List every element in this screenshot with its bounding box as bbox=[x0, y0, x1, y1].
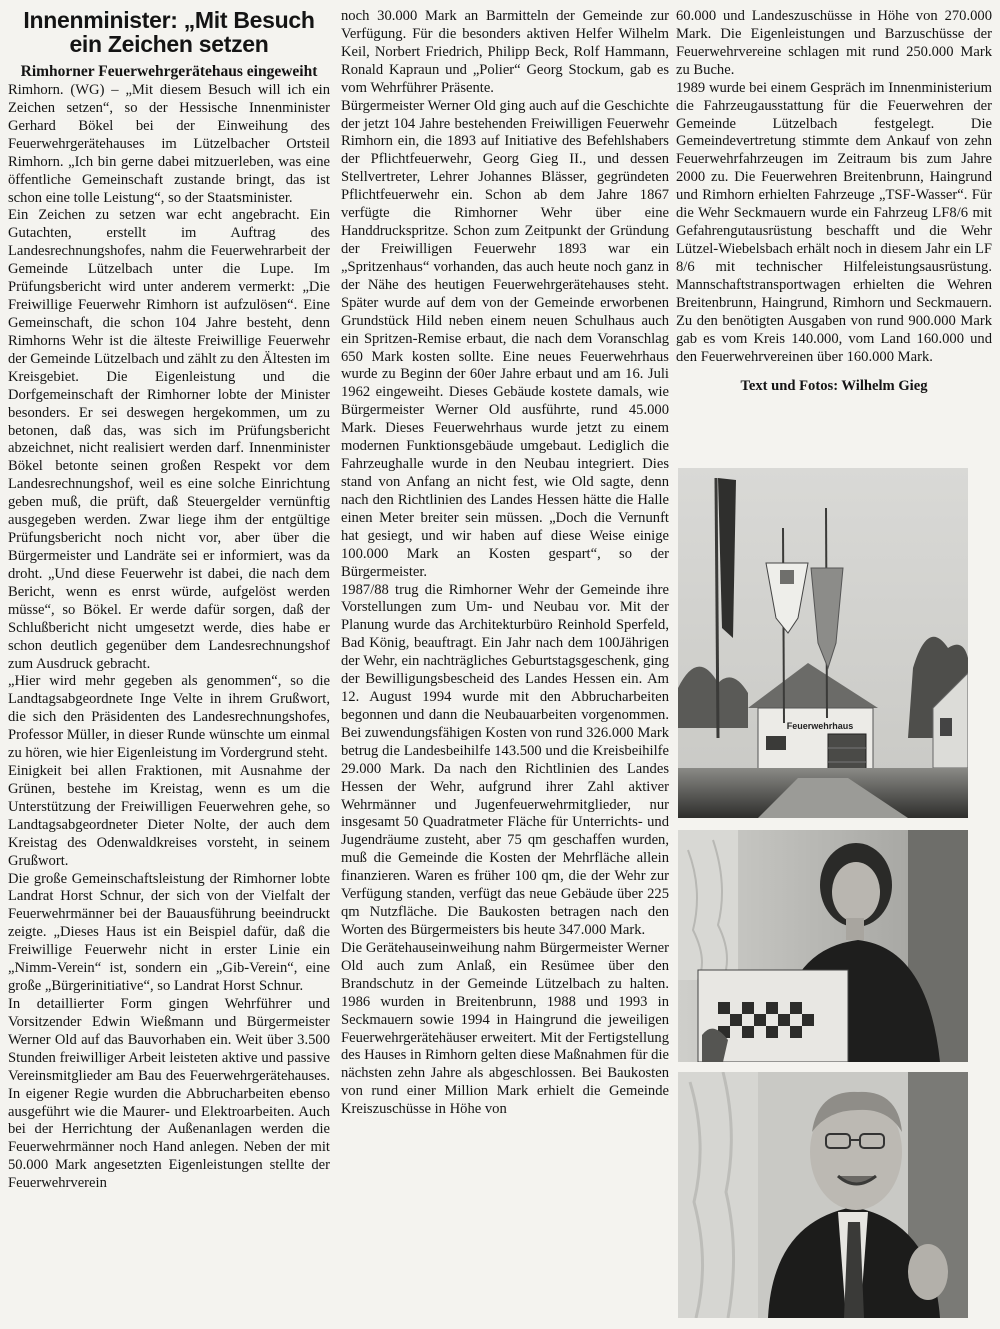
headline-line-1: Innenminister: „Mit Besuch bbox=[23, 7, 315, 33]
paragraph: 1987/88 trug die Rimhorner Wehr der Gemeinde ihre Vorstellungen zum Um- und Neubau vor. Mit der Planung wurde das Architekturbüro Reinhold Sperfeld, Bad König, beauftragt. Ein Jahr nach dem 100Jährigen der Wehr, ein nachträgliches Geburtstagsgeschenk, ging der Bewilligungsbescheid des Landes Hessen ein. Am 12. August 1994 wurde mit den Abbrucharbeiten begonnen und dann die Neubauarbeiten vorgenommen. Bei zuwendungsfähigen Kosten von rund 326.000 Mark betrug die Landesbeihilfe 143.500 und die Kreisbeihilfe 29.000 Mark. Da nach den Richtlinien des Landes Hessen der Wehr, aufgrund ihrer Zahl aktiver Wehrmänner und Jugenfeuerwehrmitglieder, nur insgesamt 50 Quadratmeter Fläche für Unterrichts- und Jugendräume zusteht, aber 75 qm geschaffen wurden, muß die Gemeinde die Kosten der Mehrfläche allein finanzieren. Waren es früher 100 qm, die der Wehr zur Verfügung standen, verfügt das neue Gebäude über 225 qm Nutzfläche. Die Baukosten betragen nach den Worten des Bürgermeisters bis heute 347.000 Mark. bbox=[341, 581, 669, 939]
paragraph: 60.000 und Landeszuschüsse in Höhe von 270.000 Mark. Die Eigenleistungen und Barzuschüsse der Feuerwehrvereine schlagen mit rund 250.000 Mark zu Buche. bbox=[676, 8, 992, 78]
paragraph: „Hier wird mehr gegeben als genommen“, so die Landtagsabgeordnete Inge Velte in ihrem Grußwort, die sich den Präsidenten des Landesrechnungshofes, Professor Müller, in dieser Runde wünschte um einmal zu hören, wie hier Eigenleistung im Vordergrund steht. bbox=[8, 673, 330, 762]
paragraph: Rimhorn. (WG) – „Mit diesem Besuch will ich ein Zeichen setzen“, so der Hessische Innenminister Gerhard Bökel bei der Einweihung des Feuerwehrgerätehauses im Lützelbacher Ortsteil Rimhorn. „Ich bin gerne dabei mitzuerleben, was eine öffentliche Gemeinschaft zustande bringt, das ist schon eine tolle Leistung“, so der Staatsminister. bbox=[8, 82, 330, 206]
photo-fire-station bbox=[678, 468, 968, 818]
headline-line-2: ein Zeichen setzen bbox=[69, 31, 269, 57]
subheadline: Rimhorner Feuerwehrgerätehaus eingeweiht bbox=[20, 63, 318, 80]
paragraph: Bürgermeister Werner Old ging auch auf die Geschichte der jetzt 104 Jahre bestehenden Freiwilligen Feuerwehr Rimhorn ein, die 1893 auf Initiative des Befehlshabers der Pflichtfeuerwehr, Georg Gieg II., und dessen Stellvertreter, Lehrer Johannes Blässer, gegründeten Pflichtfeuerwehr ein. Schon ab dem Jahre 1867 verfügte die Rimhorner Wehr über eine Handdruckspritze. Schon zum Zeitpunkt der Gründung der Freiwilligen Feuerwehr 1893 war ein „Spritzenhaus“ vorhanden, das auch heute noch ganz in der Nähe des heutigen Feuerwehrgerätehauses steht. Später wurde auf dem von der Gemeinde erworbenen Grundstück Hild neben einem neuen Schulhaus auch ein Spritzen-Remise erbaut, die nach dem Voranschlag 650 Mark kosten sollte. Eine neues Feuerwehrhaus wurde zu Beginn der 60er Jahre erbaut und am 16. Juli 1962 eingeweiht. Dieses Gebäude kostete damals, wie Bürgermeister Werner Old ausführte, rund 45.000 Mark. Dieses Feuerwehrhaus wurde jetzt zu einem modernen Funktionsgebäude umgebaut. Lediglich die Fahrzeughalle wurde in den Neubau integriert. Dies stand von Anfang an nicht fest, wie Old sagte, denn nach den Richtlinien des Landes Hessen hätte die Halle einen Meter breiter sein müssen. „Doch die Vernunft hat gesiegt, und wir haben auf diese Weise einige 100.000 Mark an Kosten gespart“, so der Bürgermeister. bbox=[341, 97, 669, 580]
photo-speaker-woman bbox=[678, 830, 968, 1062]
paragraph: noch 30.000 Mark an Barmitteln der Gemeinde zur Verfügung. Für die besonders aktiven Helfer Wilhelm Keil, Norbert Friedrich, Philipp Beck, Rolf Hammann, Ronald Kapraun und „Polier“ Georg Stockum, gab es vom Wehrführer Präsente. bbox=[341, 8, 669, 96]
headline bbox=[8, 8, 330, 56]
column-1 bbox=[8, 8, 330, 1193]
column-2 bbox=[341, 8, 669, 1119]
paragraph: Ein Zeichen zu setzen war echt angebracht. Ein Gutachten, erstellt im Auftrag des Landesrechnungshofes, nahm die Feuerwehrarbeit der Gemeinde Lützelbach unter die Lupe. Im Prüfungsbericht wird unter anderem vermerkt: „Die Freiwillige Feuerwehr Rimhorn ist aufzulösen“. Eine Gemeinschaft, die schon 104 Jahre besteht, denn Rimhorns Wehr ist die älteste Freiwillige Feuerwehr der Gemeinde Lützelbach und zählt zu den Ältesten im Kreisgebiet. Die Eigenleistung und die Dorfgemeinschaft der Rimhorner lobte der Minister besonders. Er sei deswegen hergekommen, um zu betonen, daß das, was sich im Prüfungsbericht abzeichnet, nicht realisiert werden darf. Innenminister Bökel betonte seinen großen Respekt vor dem Landesrechnungshof, weil es eine solche Einrichtung geben muß, die prüft, daß Steuergelder vernünftig ausgegeben werden. Zwar liege ihm der entgültige Prüfungsbericht noch nicht vor, aber über die Bürgermeister und Landräte sei er informiert, was da droht. „Und diese Feuerwehr ist dabei, die nach dem Bericht, wenn es enrst würde, aufgelöst werden müsse“, so Bökel. Er werde dafür sorgen, daß der Schlußbericht nicht umgesetzt werde, dies habe er schon deutlich gegenüber dem Landesrechnungshof zum Ausdruck gebracht. bbox=[8, 207, 330, 672]
column-3 bbox=[676, 8, 992, 395]
photo-speaker-man bbox=[678, 1072, 968, 1318]
paragraph: 1989 wurde bei einem Gespräch im Innenministerium die Fahrzeugausstattung für die Feuerwehren der Gemeinde Lützelbach festgelegt. Die Gemeindevertretung stimmte dem Ankauf von zehn Feuerwehrfahrzeugen im Zeitraum bis zum Jahre 2000 zu. Die Feuerwehren Breitenbrunn, Haingrund und Rimhorn erhielten Fahrzeuge „TSF-Wasser“. Für die Wehr Seckmauern wurde ein Fahrzeug LF8/6 mit Gefahrengutausrüstung beschafft und die Wehr Lützel-Wiebelsbach erhält noch in diesem Jahr ein LF 8/6 mit technischer Hilfeleistungsausrüstung. Mannschaftstransportwagen erhielten die Wehren Breitenbrunn, Haingrund, Rimhorn und Seckmauern. Zu den benötigten Ausgaben von rund 900.000 Mark gab es vom Kreis 140.000, vom Land 160.000 und den Feuerwehrvereinen über 160.000 Mark. bbox=[676, 79, 992, 365]
author-credit: Text und Fotos: Wilhelm Gieg bbox=[740, 378, 928, 395]
paragraph: Die große Gemeinschaftsleistung der Rimhorner lobte Landrat Horst Schnur, der sich von der Vielfalt der Feuerwehrmänner bei der Bauausführung beeindruckt zeigte. „Dieses Haus ist ein Beispiel dafür, daß die Freiwillige Feuerwehr nicht in erster Linie ein „Nimm-Verein“ ist, sondern ein „Gib-Verein“, eine große „Bürgerinitiative“, so Landrat Horst Schnur. bbox=[8, 870, 330, 995]
paragraph: Einigkeit bei allen Fraktionen, mit Ausnahme der Grünen, bestehe im Kreistag, wenn es um die Unterstützung der Freiwilligen Feuerwehren gehe, so Landtagsabgeordneter Dieter Nolte, der auch dem Kreistag des Odenwaldkreises vorsteht, in seinem Grußwort. bbox=[8, 763, 330, 869]
building-sign: Feuerwehrhaus bbox=[786, 721, 854, 731]
paragraph: In detaillierter Form gingen Wehrführer und Vorsitzender Edwin Wießmann und Bürgermeister Werner Old auf das Bauvorhaben ein. Weit über 3.500 Stunden freiwilliger Arbeit leisteten aktive und passive Vereinsmitglieder am Bau des Feuerwehrgerätehauses. In eigener Regie wurden die Abbrucharbeiten ebenso ausgeführt wie die Maurer- und Elektroarbeiten. Auch bei der Herrichtung der Außenanlagen werden die Feuerwehrmänner noch Hand anlegen. Neben der mit 50.000 Mark angesetzten Eigenleistungen stellte der Feuerwehrverein bbox=[8, 996, 330, 1192]
paragraph: Die Gerätehauseinweihung nahm Bürgermeister Werner Old auch zum Anlaß, ein Resümee über den Brandschutz in der Gemeinde Lützelbach zu halten. 1986 wurden in Breitenbrunn, 1988 und 1993 in Seckmauern sowie 1994 in Haingrund die jeweiligen Feuerwehrgerätehäuser erweitert. Mit der Fertigstellung des Hauses in Rimhorn gelten diese Maßnahmen für die nächsten zehn Jahre als abgeschlossen. Bei Baukosten von rund einer Million Mark erhielt die Gemeinde Kreiszuschüsse in Höhe von bbox=[341, 939, 669, 1118]
